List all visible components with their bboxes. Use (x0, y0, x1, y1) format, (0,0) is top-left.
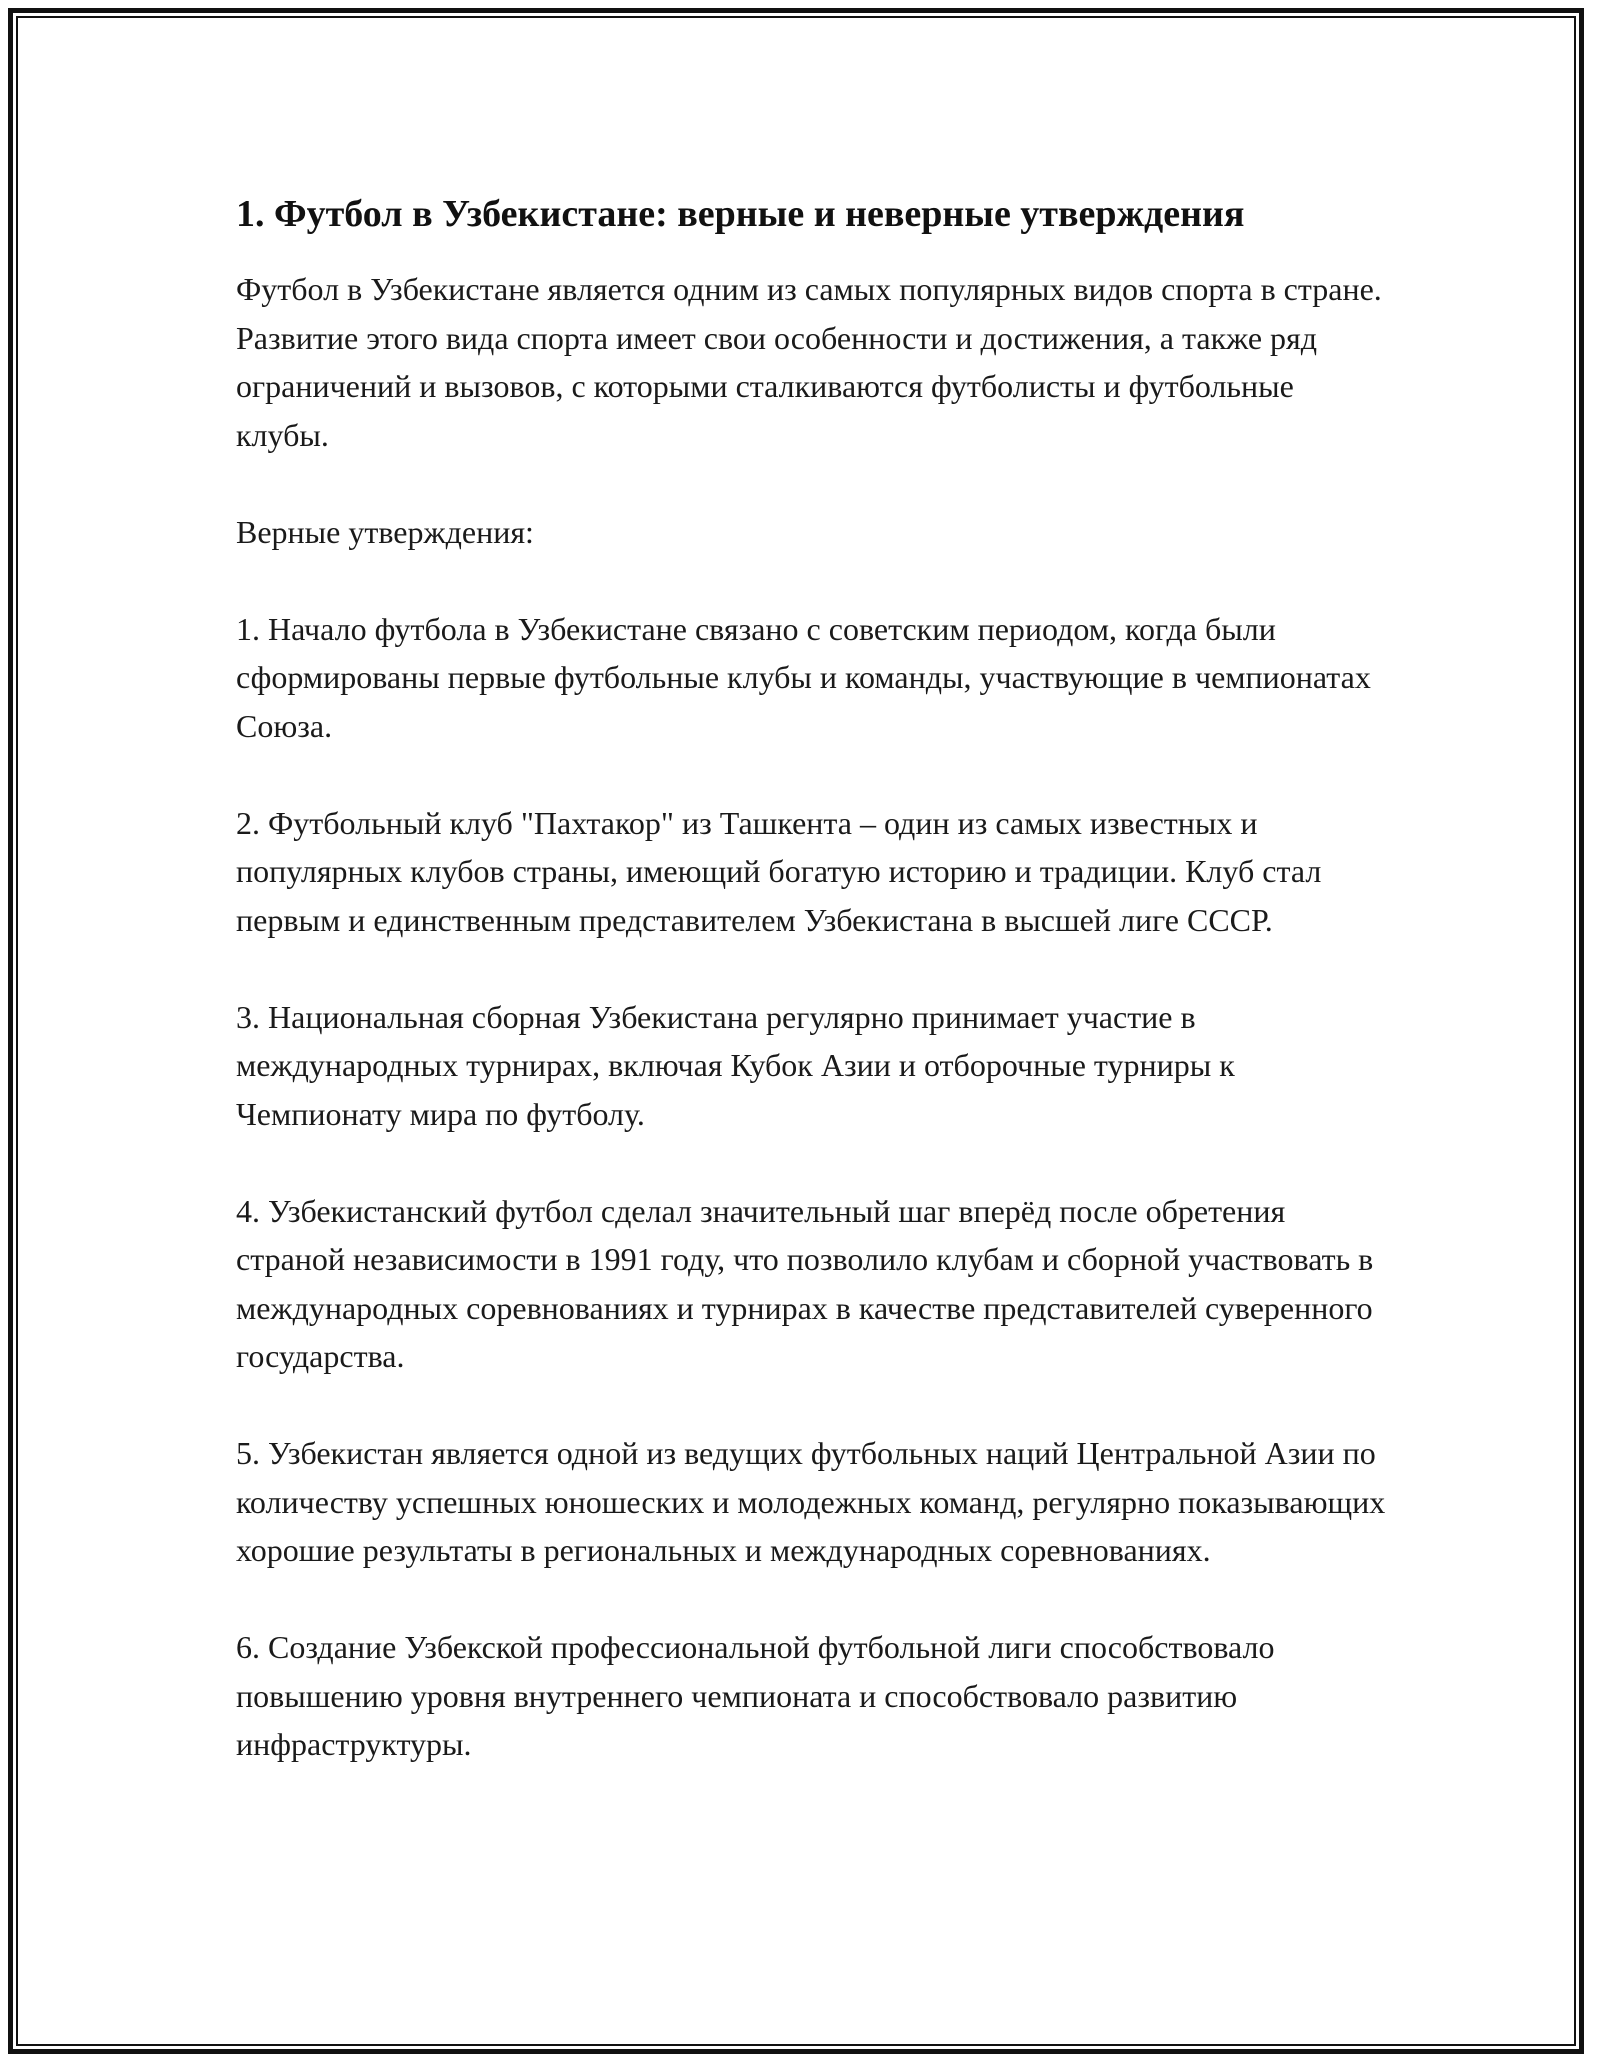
statement-item: 5. Узбекистан является одной из ведущих футбольных наций Центральной Азии по количеству успешных юношеских и молодежных команд, регулярно показывающих хорошие результаты в региональных и международных соревнованиях. (236, 1435, 1386, 1568)
intro-paragraph: Футбол в Узбекистане является одним из самых популярных видов спорта в стране. Развитие этого вида спорта имеет свои особенности и достижения, а также ряд ограничений и вызовов, с которыми сталкиваются футболисты и футбольные клубы. (236, 271, 1382, 453)
statement-item: 3. Национальная сборная Узбекистана регулярно принимает участие в международных турнирах, включая Кубок Азии и отборочные турниры к Чемпионату мира по футболу. (236, 998, 1235, 1132)
statement-item: 1. Начало футбола в Узбекистане связано с советским периодом, когда были сформированы первые футбольные клубы и команды, участвующие в чемпионатах Союза. (236, 610, 1371, 744)
statement-item: 6. Создание Узбекской профессиональной футбольной лиги способствовало повышению уровня внутреннего чемпионата и способствовало развитию инфраструктуры. (236, 1629, 1275, 1762)
statement-item: 4. Узбекистанский футбол сделал значительный шаг вперёд после обретения страной независимости в 1991 году, что позволило клубам и сборной участвовать в международных соревнованиях и турнирах в качестве представителей суверенного государства. (236, 1192, 1374, 1374)
document-title: 1. Футбол в Узбекистане: верные и неверные утверждения (236, 193, 1245, 235)
true-statements-heading: Верные утверждения: (236, 513, 534, 550)
statement-item: 2. Футбольный клуб "Пахтакор" из Ташкента – один из самых известных и популярных клубов страны, имеющий богатую историю и традиции. Клуб стал первым и единственным представителем Узбекистана в высшей лиге СССР. (236, 804, 1322, 938)
document-page (236, 190, 1386, 1817)
statement-list (236, 605, 1386, 1769)
